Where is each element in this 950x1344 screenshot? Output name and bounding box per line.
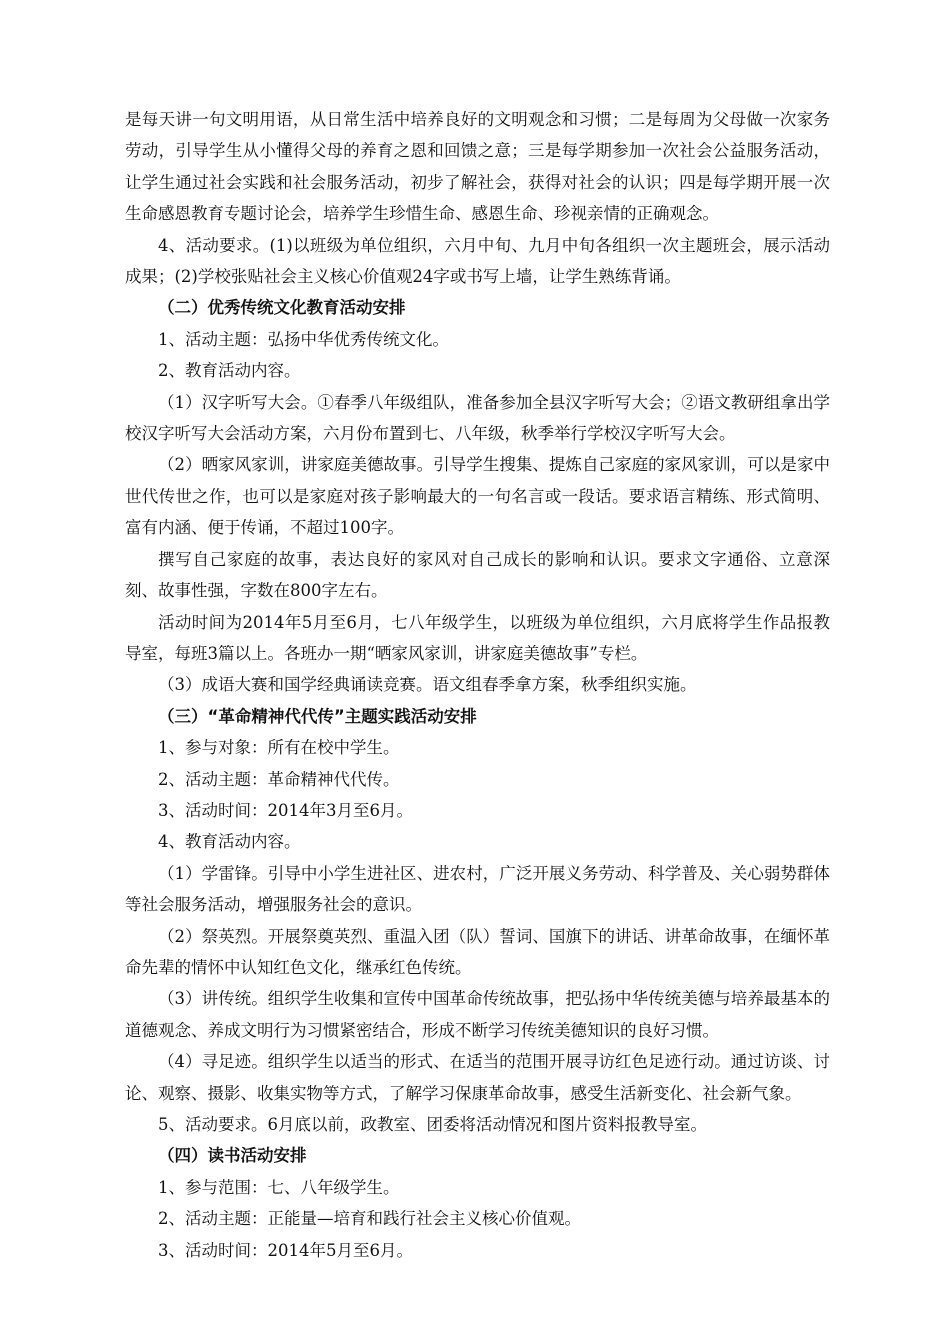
- body-paragraph: 撰写自己家庭的故事，表达良好的家风对自己成长的影响和认识。要求文字通俗、立意深刻、故事性强，字数在800字左右。: [125, 549, 830, 601]
- body-paragraph: 4、活动要求。(1)以班级为单位组织，六月中旬、九月中旬各组织一次主题班会，展示活动成果；(2)学校张贴社会主义核心价值观24字或书写上墙，让学生熟练背诵。: [125, 235, 830, 287]
- body-paragraph: 2、教育活动内容。: [158, 361, 301, 381]
- body-paragraph: （1）汉字听写大会。①春季八年级组队，准备参加全县汉字听写大会；②语文教研组拿出学校汉字听写大会活动方案，六月份布置到七、八年级，秋季举行学校汉字听写大会。: [125, 392, 830, 444]
- section-heading: （三）“革命精神代代传”主题实践活动安排: [158, 706, 477, 726]
- body-paragraph: 1、活动主题：弘扬中华优秀传统文化。: [158, 329, 449, 349]
- body-paragraph: （1）学雷锋。引导中小学生进社区、进农村，广泛开展义务劳动、科学普及、关心弱势群体等社会服务活动，增强服务社会的意识。: [125, 863, 830, 915]
- body-paragraph: （2）晒家风家训，讲家庭美德故事。引导学生搜集、提炼自己家庭的家风家训，可以是家中世代传世之作，也可以是家庭对孩子影响最大的一句名言或一段话。要求语言精练、形式简明、富有内涵、便于传诵，不超过100字。: [125, 455, 830, 538]
- body-paragraph: 5、活动要求。6月底以前，政教室、团委将活动情况和图片资料报教导室。: [158, 1115, 707, 1134]
- body-paragraph: （3）成语大赛和国学经典诵读竞赛。语文组春季拿方案，秋季组织实施。: [158, 675, 697, 695]
- section-heading: （四）读书活动安排: [158, 1146, 307, 1166]
- body-paragraph: 是每天讲一句文明用语，从日常生活中培养良好的文明观念和习惯；二是每周为父母做一次家务劳动，引导学生从小懂得父母的养育之恩和回馈之意；三是每学期参加一次社会公益服务活动，让学生通过社会实践和社会服务活动，初步了解社会，获得对社会的认识；四是每学期开展一次生命感恩教育专题讨论会，培养学生珍惜生命、感恩生命、珍视亲情的正确观念。: [125, 110, 830, 224]
- body-paragraph: （4）寻足迹。组织学生以适当的形式、在适当的范围开展寻访红色足迹行动。通过访谈、讨论、观察、摄影、收集实物等方式，了解学习保康革命故事，感受生活新变化、社会新气象。: [125, 1052, 830, 1103]
- body-paragraph: 2、活动主题：正能量—培育和践行社会主义核心价值观。: [158, 1209, 581, 1229]
- body-paragraph: 3、活动时间：2014年5月至6月。: [158, 1240, 413, 1260]
- document-page: [125, 104, 830, 1266]
- body-paragraph: 1、参与对象：所有在校中学生。: [158, 738, 400, 758]
- body-paragraph: 1、参与范围：七、八年级学生。: [158, 1177, 400, 1197]
- body-paragraph: 4、教育活动内容。: [158, 832, 301, 852]
- body-paragraph: （2）祭英烈。开展祭奠英烈、重温入团（队）誓词、国旗下的讲话、讲革命故事，在缅怀革命先辈的情怀中认知红色文化，继承红色传统。: [125, 926, 830, 977]
- body-paragraph: 活动时间为2014年5月至6月，七八年级学生，以班级为单位组织，六月底将学生作品报教导室，每班3篇以上。各班办一期“晒家风家训，讲家庭美德故事”专栏。: [125, 612, 830, 663]
- section-heading: （二）优秀传统文化教育活动安排: [158, 298, 406, 318]
- body-paragraph: 3、活动时间：2014年3月至6月。: [158, 800, 413, 820]
- body-paragraph: （3）讲传统。组织学生收集和宣传中国革命传统故事，把弘扬中华传统美德与培养最基本的道德观念、养成文明行为习惯紧密结合，形成不断学习传统美德知识的良好习惯。: [125, 989, 830, 1040]
- body-paragraph: 2、活动主题：革命精神代代传。: [158, 769, 400, 789]
